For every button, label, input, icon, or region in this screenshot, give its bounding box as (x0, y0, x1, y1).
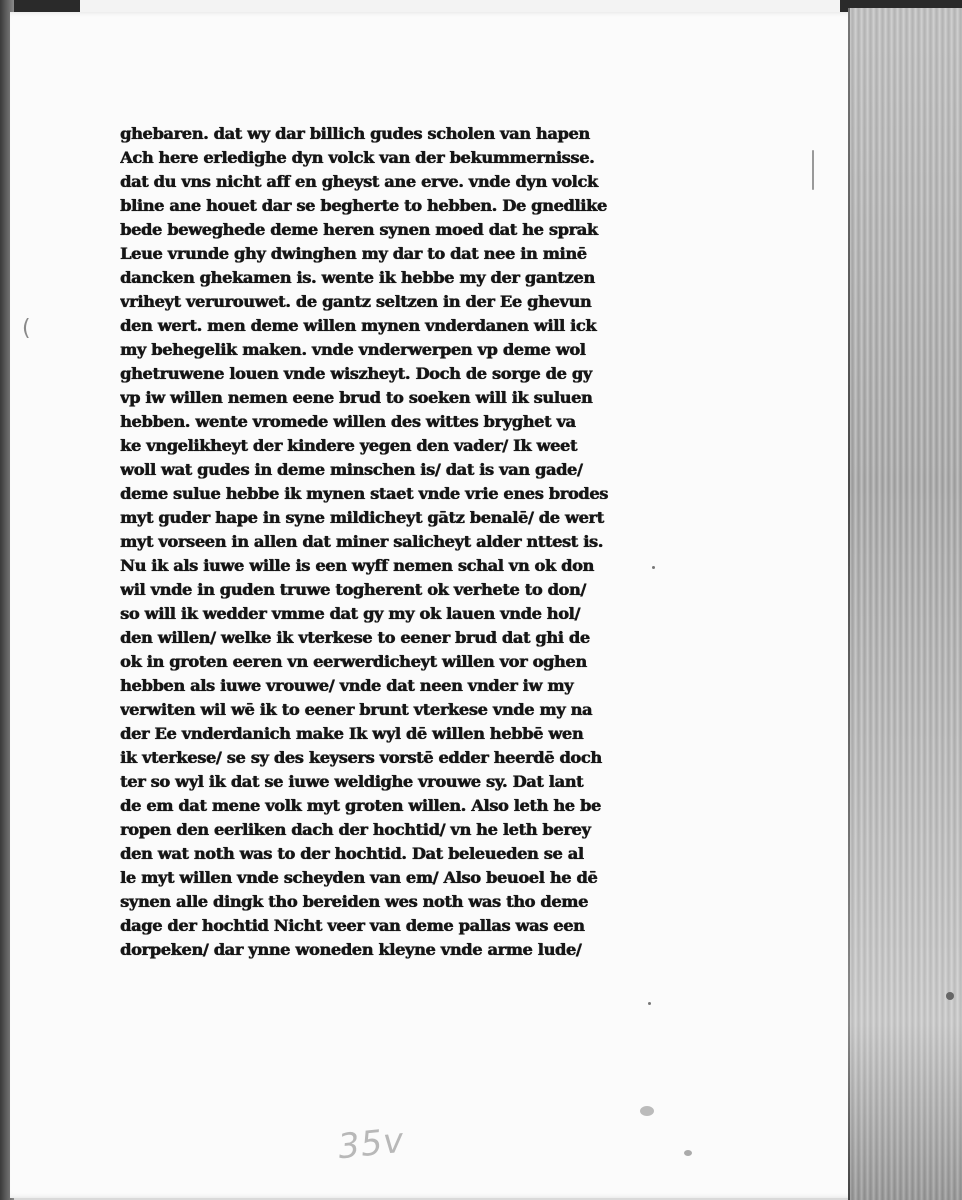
text-line: myt guder hape in syne mildicheyt gātz benalē/ de wert (120, 508, 604, 527)
text-line: deme sulue hebbe ik mynen staet vnde vrie enes brodes (120, 484, 608, 503)
text-line: Nu ik als iuwe wille is een wyff nemen schal vn ok don (120, 556, 594, 575)
text-line: wil vnde in guden truwe togherent ok verhete to don/ (120, 580, 586, 599)
scan-speck (684, 1150, 692, 1156)
scan-speck (812, 150, 814, 190)
text-line: ropen den eerliken dach der hochtid/ vn he leth berey (120, 820, 591, 839)
text-line: ok in groten eeren vn eerwerdicheyt willen vor oghen (120, 652, 587, 671)
text-line: bline ane houet dar se begherte to hebben. De gnedlike (120, 196, 607, 215)
folio-number: 35v (336, 1120, 407, 1168)
text-line: dat du vns nicht aff en gheyst ane erve. vnde dyn volck (120, 172, 598, 191)
text-line: den willen/ welke ik vterkese to eener brud dat ghi de (120, 628, 590, 647)
text-line: dage der hochtid Nicht veer van deme pallas was een (120, 916, 585, 935)
text-line: Leue vrunde ghy dwinghen my dar to dat nee in minē (120, 244, 587, 263)
scan-speck (648, 1002, 651, 1005)
text-line: synen alle dingk tho bereiden wes noth was tho deme (120, 892, 588, 911)
text-line: Ach here erledighe dyn volck van der bekummernisse. (120, 148, 595, 167)
text-line: verwiten wil wē ik to eener brunt vterkese vnde my na (120, 700, 593, 719)
text-block (120, 122, 655, 962)
text-line: hebben. wente vromede willen des wittes bryghet va (120, 412, 576, 431)
text-line: de em dat mene volk myt groten willen. Also leth he be (120, 796, 601, 815)
text-line: den wert. men deme willen mynen vnderdanen will ick (120, 316, 597, 335)
text-line: vp iw willen nemen eene brud to soeken will ik suluen (120, 388, 593, 407)
text-line: my behegelik maken. vnde vnderwerpen vp deme wol (120, 340, 586, 359)
scan-speck (640, 1106, 654, 1116)
text-line: myt vorseen in allen dat miner salicheyt alder nttest is. (120, 532, 603, 551)
text-line: woll wat gudes in deme minschen is/ dat is van gade/ (120, 460, 583, 479)
scan-speck (652, 566, 655, 569)
text-line: dancken ghekamen is. wente ik hebbe my der gantzen (120, 268, 595, 287)
text-line: den wat noth was to der hochtid. Dat beleueden se al (120, 844, 584, 863)
text-line: ik vterkese/ se sy des keysers vorstē edder heerdē doch (120, 748, 602, 767)
text-line: ghebaren. dat wy dar billich gudes scholen van hapen (120, 124, 590, 143)
text-line: ter so wyl ik dat se iuwe weldighe vrouwe sy. Dat lant (120, 772, 584, 791)
text-line: bede beweghede deme heren synen moed dat he sprak (120, 220, 598, 239)
text-line: le myt willen vnde scheyden van em/ Also beuoel he dē (120, 868, 598, 887)
margin-mark: ( (22, 316, 31, 341)
text-line: vriheyt verurouwet. de gantz seltzen in der Ee ghevun (120, 292, 592, 311)
text-line: ke vngelikheyt der kindere yegen den vader/ Ik weet (120, 436, 577, 455)
fore-edge-shading (848, 8, 962, 1200)
scan-speck (946, 992, 954, 1000)
text-line: ghetruwene louen vnde wiszheyt. Doch de sorge de gy (120, 364, 592, 383)
text-line: hebben als iuwe vrouwe/ vnde dat neen vnder iw my (120, 676, 574, 695)
text-line: der Ee vnderdanich make Ik wyl dē willen hebbē wen (120, 724, 584, 743)
text-line: so will ik wedder vmme dat gy my ok lauen vnde hol/ (120, 604, 580, 623)
text-line: dorpeken/ dar ynne woneden kleyne vnde arme lude/ (120, 940, 582, 959)
